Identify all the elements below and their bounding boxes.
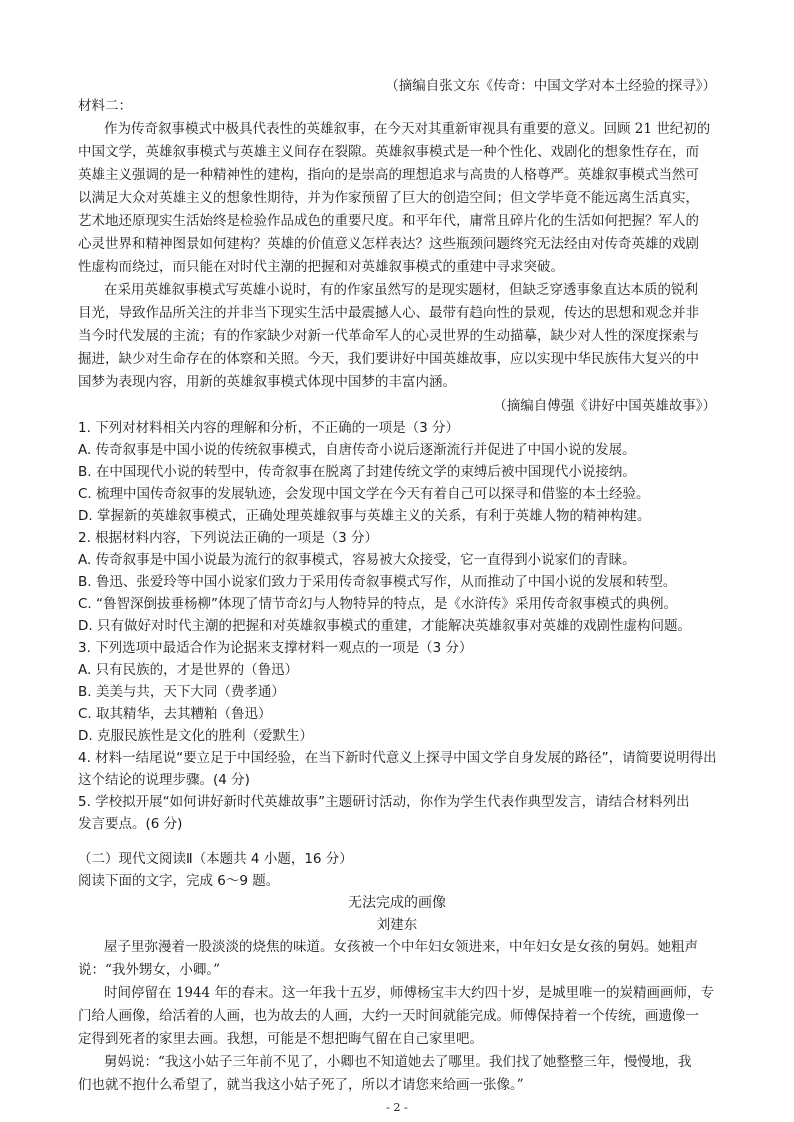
material-2-p1-line: 中国文学，英雄叙事模式与英雄主义间存在裂隙。英雄叙事模式是一种个性化、戏剧化的想象性存在，而	[78, 144, 699, 160]
source-citation-1: （摘编自张文东《传奇：中国文学对本土经验的探寻》）	[385, 78, 716, 94]
material-2-p1-line: 英雄主义强调的是一种精神性的建构，指向的是崇高的理想追求与高贵的人格尊严。英雄叙事模式当然可	[78, 167, 699, 183]
question-4-line: 4. 材料一结尾说“要立足于中国经验，在当下新时代意义上探寻中国文学自身发展的路径”，请简要说明得出	[78, 750, 717, 766]
question-3-option-d: D. 克服民族性是文化的胜利（爱默生）	[78, 728, 313, 744]
material-2-p2-line: 国梦为表现内容，用新的英雄叙事模式体现中国梦的丰富内涵。	[78, 374, 456, 390]
material-2-p2-line: 当今时代发展的主流；有的作家缺少对新一代革命军人的心灵世界的生动描摹，缺少对人性的深度探索与	[78, 328, 699, 344]
material-2-p2-line: 目光，导致作品所关注的并非当下现实生活中最震撼人心、最带有趋向性的景观，传达的思想和观念并非	[78, 305, 699, 321]
story-title: 无法完成的画像	[348, 895, 446, 911]
material-2-p2-line: 在采用英雄叙事模式写英雄小说时，有的作家虽然写的是现实题材，但缺乏穿透事象直达本质的锐利	[104, 282, 698, 298]
question-3-option-a: A. 只有民族的，才是世界的（鲁迅）	[78, 662, 299, 678]
material-2-p1-line: 性虚构而绕过，而只能在对时代主潮的把握和对英雄叙事模式的重建中寻求突破。	[78, 259, 564, 275]
section-2-instruction: 阅读下面的文字，完成 6～9 题。	[78, 873, 280, 889]
material-2-p1-line: 艺术地还原现实生活始终是检验作品成色的重要尺度。和平年代，庸常且碎片化的生活如何把握？军人的	[78, 213, 699, 229]
question-3-option-c: C. 取其精华，去其糟粕（鲁迅）	[78, 706, 272, 722]
story-paragraph-line: 舅妈说：“我这小姑子三年前不见了，小卿也不知道她去了哪里。我们找了她整整三年，慢慢地，我	[104, 1054, 692, 1070]
material-2-label: 材料二：	[78, 98, 132, 114]
question-5-line: 发言要点。(6 分)	[78, 816, 183, 832]
question-1-option-b: B. 在中国现代小说的转型中，传奇叙事在脱离了封建传统文学的束缚后被中国现代小说接纳。	[78, 464, 636, 480]
material-2-p2-line: 掘进，缺少对生命存在的体察和关照。今天，我们要讲好中国英雄故事，应以实现中华民族伟大复兴的中	[78, 351, 699, 367]
story-paragraph-line: 说：“我外甥女，小卿。”	[78, 962, 221, 978]
story-paragraph-line: 门给人画像，给活着的人画，也为故去的人画，大约一天时间就能完成。师傅保持着一个传统，画遗像一	[78, 1008, 699, 1024]
story-paragraph-line: 定得到死者的家里去画。我想，可能是不想把晦气留在自己家里吧。	[78, 1031, 483, 1047]
story-author: 刘建东	[376, 917, 418, 933]
question-2-option-c: C. “鲁智深倒拔垂杨柳”体现了情节奇幻与人物特异的特点，是《水浒传》采用传奇叙事模式的典例。	[78, 596, 677, 612]
question-2-option-b: B. 鲁迅、张爱玲等中国小说家们致力于采用传奇叙事模式写作，从而推动了中国小说的发展和转型。	[78, 574, 677, 590]
question-5-line: 5. 学校拟开展“如何讲好新时代英雄故事”主题研讨活动，你作为学生代表作典型发言，请结合材料列出	[78, 794, 690, 810]
question-3-option-b: B. 美美与共，天下大同（费孝通）	[78, 684, 285, 700]
section-2-heading: （二）现代文阅读Ⅱ（本题共 4 小题，16 分）	[78, 851, 353, 867]
question-2-option-d: D. 只有做好对时代主潮的把握和对英雄叙事模式的重建，才能解决英雄叙事对英雄的戏剧性虚构问题。	[78, 618, 691, 634]
source-citation-2: （摘编自傅强《讲好中国英雄故事》）	[493, 398, 716, 414]
material-2-p1-line: 心灵世界和精神图景如何建构？英雄的价值意义怎样表达？这些瓶颈问题终究无法经由对传奇英雄的戏剧	[78, 236, 699, 252]
story-paragraph-line: 们也就不抱什么希望了，就当我这小姑子死了，所以才请您来给画一张像。”	[78, 1077, 524, 1093]
story-paragraph-line: 时间停留在 1944 年的春末。这一年我十五岁，师傅杨宝丰大约四十岁，是城里唯一的炭精画画师，专	[104, 985, 714, 1001]
question-3-stem: 3. 下列选项中最适合作为论据来支撑材料一观点的一项是（3 分）	[78, 640, 473, 656]
question-1-option-c: C. 梳理中国传奇叙事的发展轨迹，会发现中国文学在今天有着自己可以探寻和借鉴的本土经验。	[78, 486, 650, 502]
question-1-option-d: D. 掌握新的英雄叙事模式，正确处理英雄叙事与英雄主义的关系，有利于英雄人物的精神构建。	[78, 508, 651, 524]
page-number: - 2 -	[386, 1101, 408, 1114]
question-4-line: 这个结论的说理步骤。(4 分)	[78, 772, 250, 788]
material-2-p1-line: 作为传奇叙事模式中极具代表性的英雄叙事，在今天对其重新审视具有重要的意义。回顾 21 世纪初的	[104, 121, 711, 137]
material-2-p1-line: 以满足大众对英雄主义的想象性期待，并为作家预留了巨大的创造空间；但文学毕竟不能远离生活真实，	[78, 190, 699, 206]
question-2-stem: 2. 根据材料内容，下列说法正确的一项是（3 分）	[78, 530, 379, 546]
question-1-option-a: A. 传奇叙事是中国小说的传统叙事模式，自唐传奇小说后逐渐流行并促进了中国小说的发展。	[78, 442, 636, 458]
question-2-option-a: A. 传奇叙事是中国小说最为流行的叙事模式，容易被大众接受，它一直得到小说家们的青睐。	[78, 552, 636, 568]
story-paragraph-line: 屋子里弥漫着一股淡淡的烧焦的味道。女孩被一个中年妇女领进来，中年妇女是女孩的舅妈。她粗声	[104, 939, 698, 955]
question-1-stem: 1. 下列对材料相关内容的理解和分析，不正确的一项是（3 分）	[78, 420, 460, 436]
